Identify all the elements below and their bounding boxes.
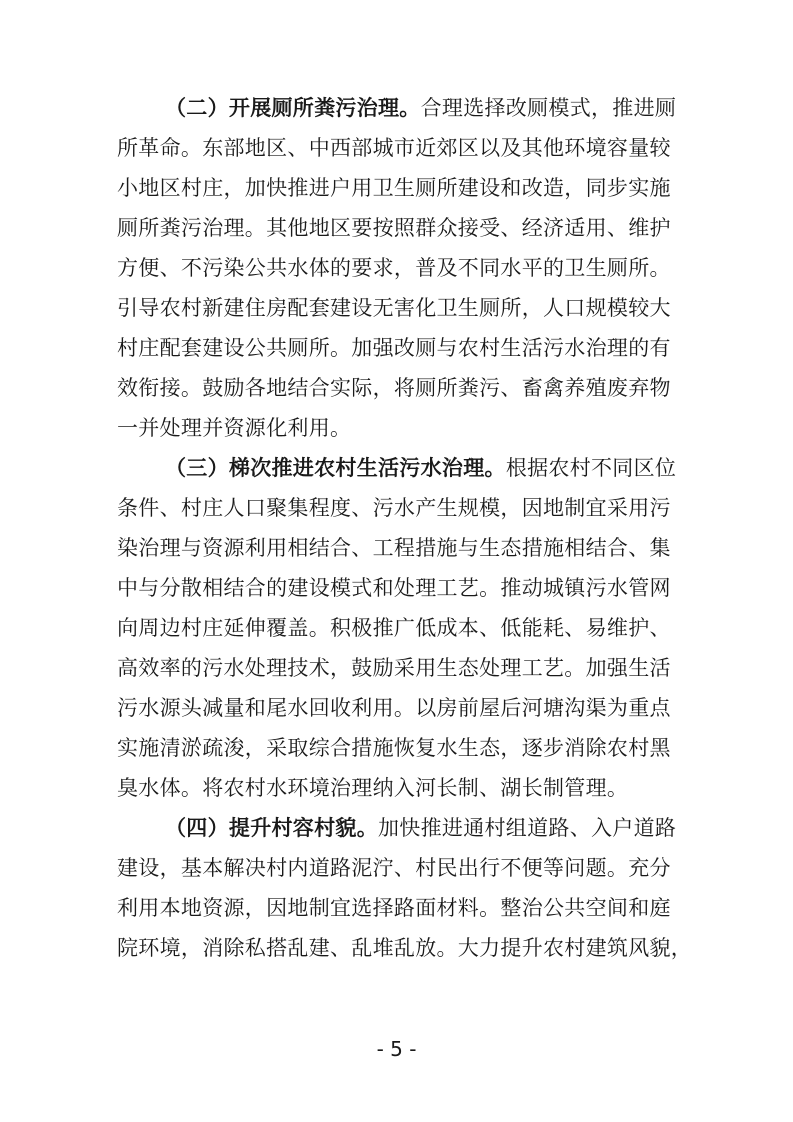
text-line: 一并处理并资源化利用。 <box>117 416 352 440</box>
page-number: - 5 - <box>376 1037 417 1061</box>
text-line: 中与分散相结合的建设模式和处理工艺。推动城镇污水管网 <box>117 576 671 600</box>
paragraph-3-heading: （三）梯次推进农村生活污水治理。 <box>165 456 506 480</box>
text-line: 污水源头减量和尾水回收利用。以房前屋后河塘沟渠为重点 <box>117 696 671 720</box>
text-line: 所革命。东部地区、中西部城市近郊区以及其他环境容量较 <box>117 136 671 160</box>
paragraph-4-heading: （四）提升村容村貌。 <box>165 816 378 840</box>
paragraph-2-first-line <box>117 88 677 128</box>
text-line: 臭水体。将农村水环境治理纳入河长制、湖长制管理。 <box>117 776 629 800</box>
body-text <box>117 88 693 968</box>
text-line: 村庄配套建设公共厕所。加强改厕与农村生活污水治理的有 <box>117 336 671 360</box>
text-line: 染治理与资源利用相结合、工程措施与生态措施相结合、集 <box>117 536 671 560</box>
paragraph-3-first-line-text: 根据农村不同区位 <box>505 456 677 480</box>
text-line: 实施清淤疏浚，采取综合措施恢复水生态，逐步消除农村黑 <box>117 736 671 760</box>
text-line: 方便、不污染公共水体的要求，普及不同水平的卫生厕所。 <box>117 256 671 280</box>
paragraph-3-first-line <box>117 448 677 488</box>
paragraph-2-first-line-text: 合理选择改厕模式，推进厕 <box>420 96 677 120</box>
text-line: 效衔接。鼓励各地结合实际，将厕所粪污、畜禽养殖废弃物 <box>117 376 671 400</box>
text-line: 向周边村庄延伸覆盖。积极推广低成本、低能耗、易维护、 <box>117 616 671 640</box>
paragraph-2-heading: （二）开展厕所粪污治理。 <box>165 96 421 120</box>
paragraph-4-first-line <box>117 808 677 848</box>
text-line: 高效率的污水处理技术，鼓励采用生态处理工艺。加强生活 <box>117 656 671 680</box>
text-line: 院环境，消除私搭乱建、乱堆乱放。大力提升农村建筑风貌， <box>117 936 693 960</box>
text-line: 建设，基本解决村内道路泥泞、村民出行不便等问题。充分 <box>117 856 671 880</box>
text-line: 条件、村庄人口聚集程度、污水产生规模，因地制宜采用污 <box>117 496 671 520</box>
paragraph-4-first-line-text: 加快推进通村组道路、入户道路 <box>378 816 677 840</box>
text-line: 厕所粪污治理。其他地区要按照群众接受、经济适用、维护 <box>117 216 671 240</box>
text-line: 利用本地资源，因地制宜选择路面材料。整治公共空间和庭 <box>117 896 671 920</box>
text-line: 小地区村庄，加快推进户用卫生厕所建设和改造，同步实施 <box>117 176 671 200</box>
text-line: 引导农村新建住房配套建设无害化卫生厕所，人口规模较大 <box>117 296 671 320</box>
